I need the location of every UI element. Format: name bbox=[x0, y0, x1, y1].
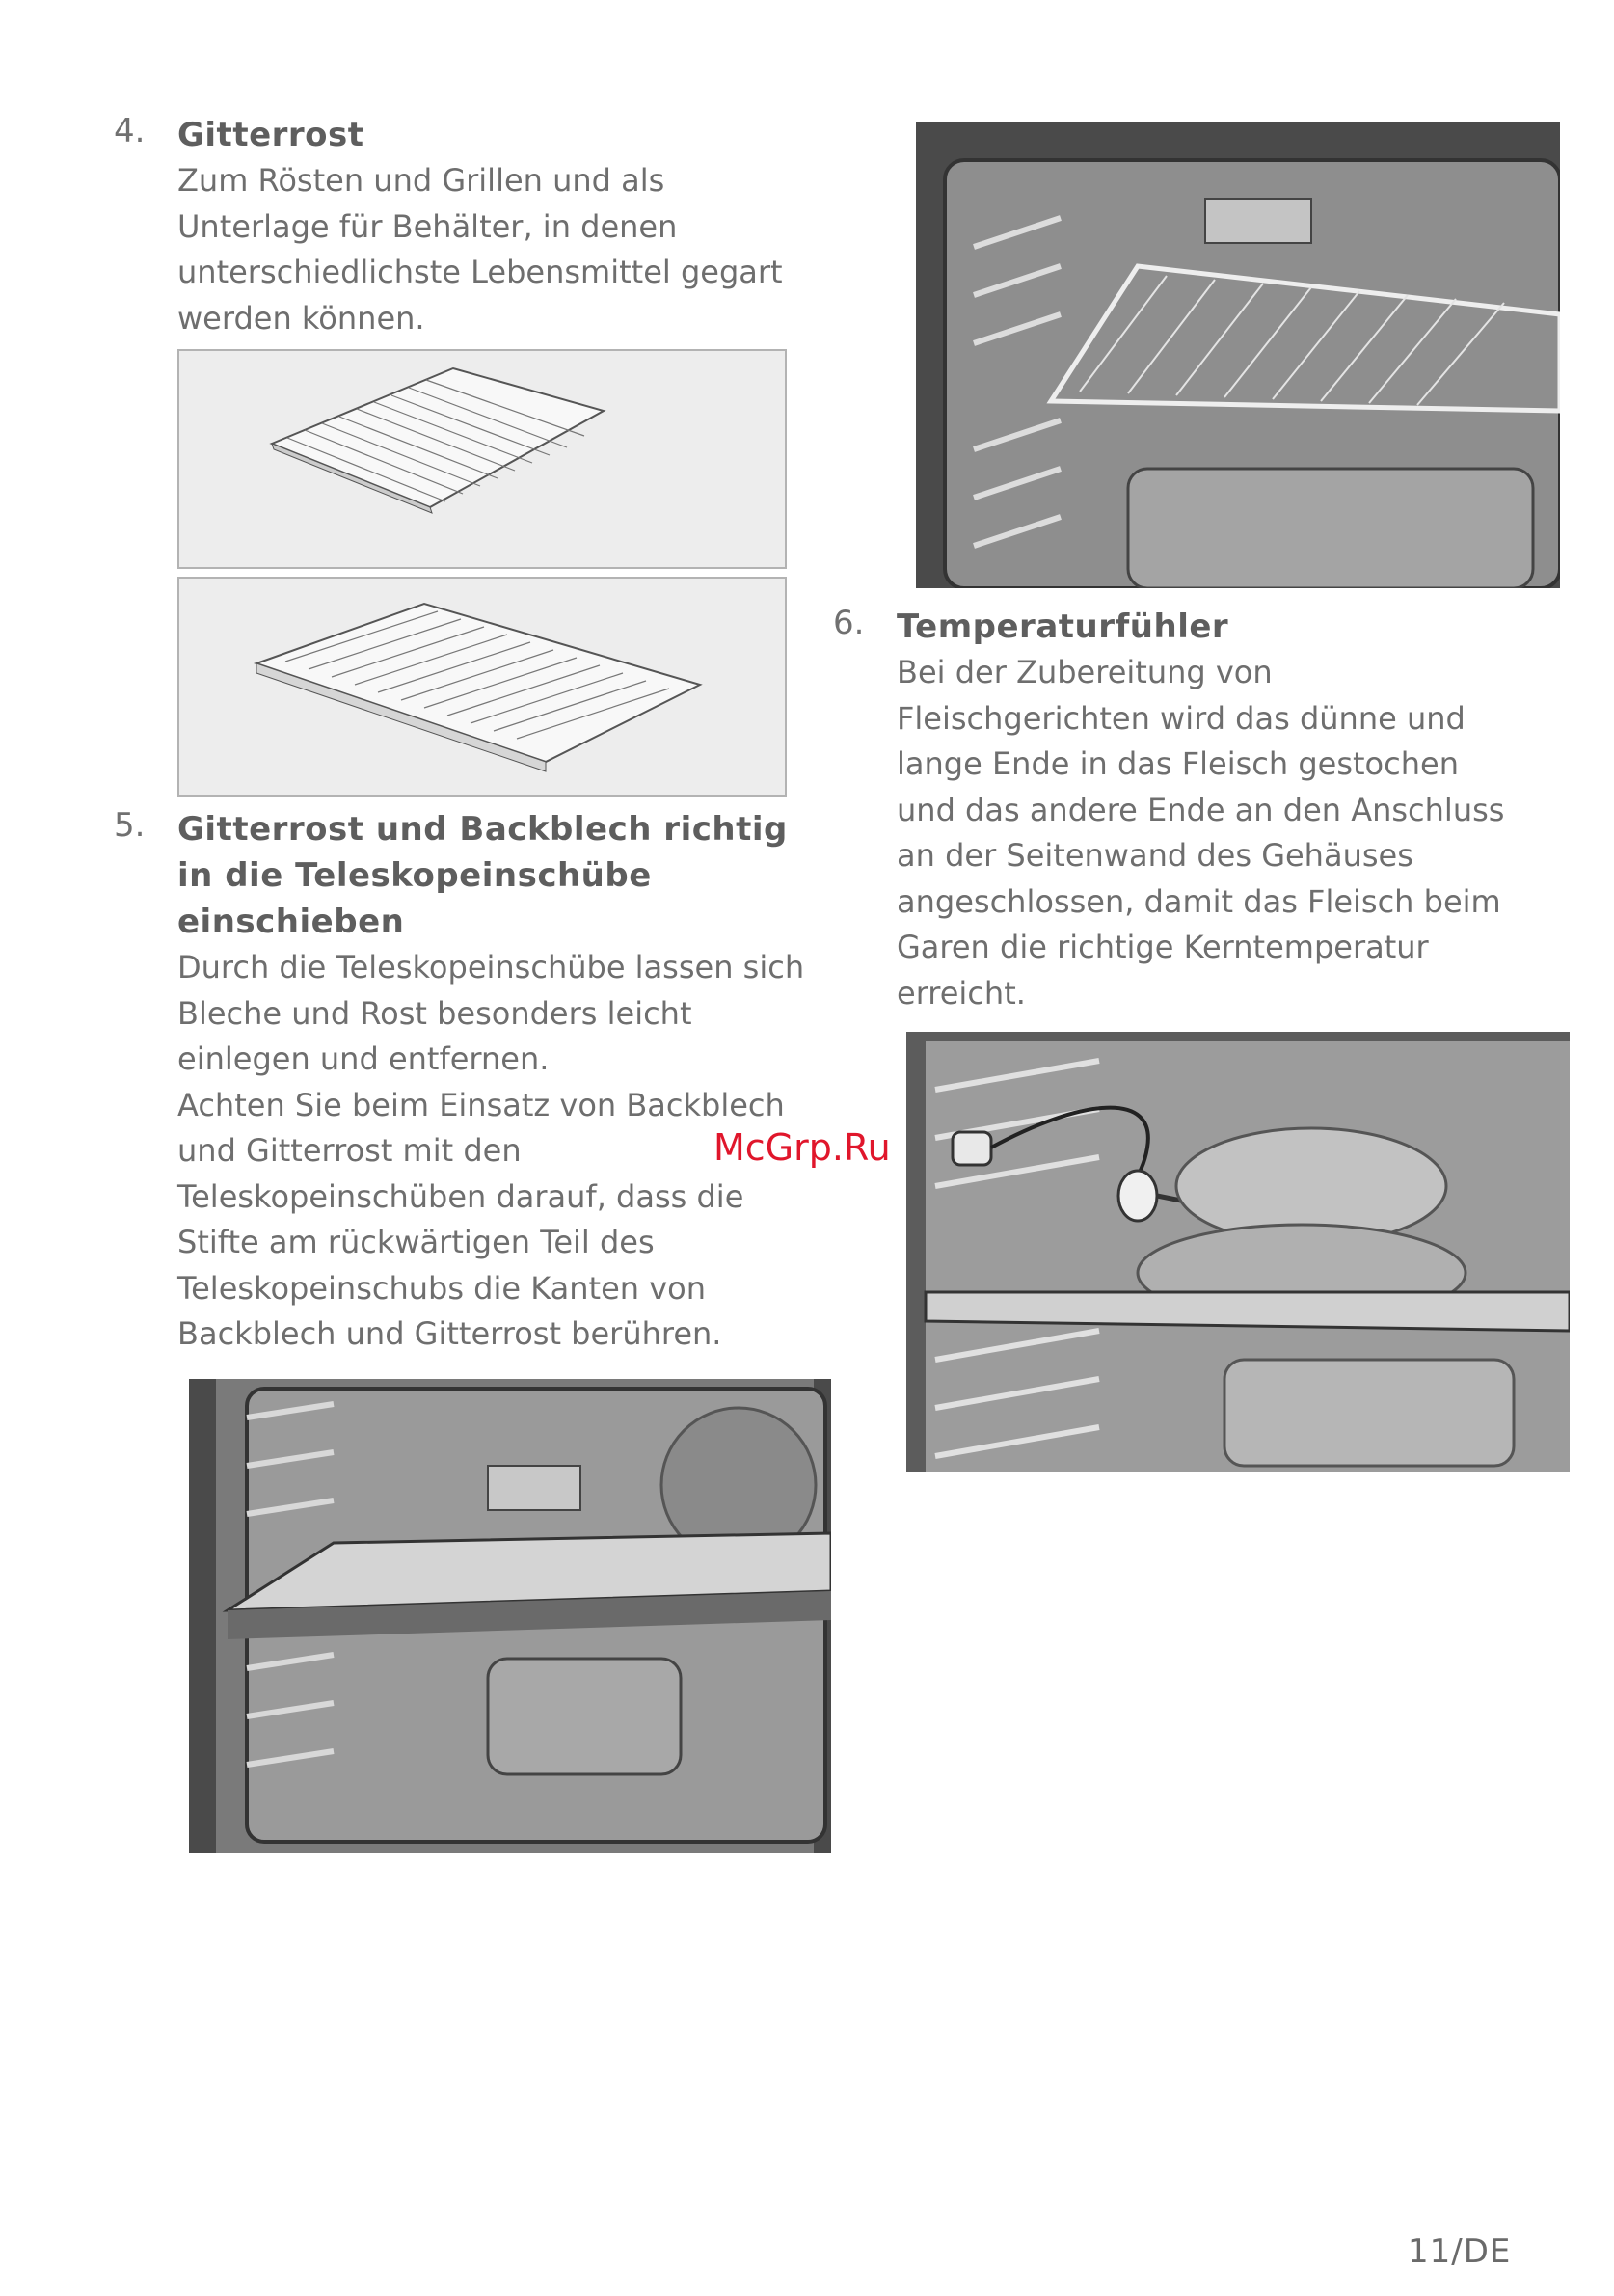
body-line: erreicht. bbox=[897, 974, 1026, 1012]
rack-on-tray-illustration bbox=[177, 577, 787, 797]
section-heading bbox=[177, 806, 827, 945]
body-line: Bleche und Rost besonders leicht bbox=[177, 994, 692, 1032]
body-line: Bei der Zubereitung von bbox=[897, 654, 1273, 690]
section-heading bbox=[177, 112, 808, 158]
body-line: lange Ende in das Fleisch gestochen bbox=[897, 745, 1459, 782]
body-line: einlegen und entfernen. bbox=[177, 1040, 550, 1077]
meat-probe-photo bbox=[906, 1032, 1570, 1472]
body-line: Garen die richtige Kerntemperatur bbox=[897, 929, 1429, 965]
body-line: Stifte am rückwärtigen Teil des bbox=[177, 1224, 655, 1260]
oven-tray-photo bbox=[189, 1379, 831, 1853]
body-line: Durch die Teleskopeinschübe lassen sich bbox=[177, 949, 805, 986]
oven-rack-photo bbox=[916, 122, 1560, 588]
heading-line: in die Teleskopeinschübe bbox=[177, 856, 652, 895]
heading-line: einschieben bbox=[177, 903, 405, 941]
section-6 bbox=[833, 604, 1566, 1016]
section-number: 5. bbox=[114, 806, 146, 845]
body-line: Backblech und Gitterrost berühren. bbox=[177, 1315, 722, 1352]
wire-rack-illustration bbox=[177, 349, 787, 569]
section-heading bbox=[897, 604, 1566, 650]
section-body bbox=[177, 158, 808, 341]
heading-line: Gitterrost bbox=[177, 116, 364, 154]
body-line: Fleischgerichten wird das dünne und bbox=[897, 699, 1466, 737]
section-4 bbox=[114, 112, 808, 341]
body-line: angeschlossen, damit das Fleisch beim bbox=[897, 882, 1501, 920]
body-line: Teleskopeinschüben darauf, dass die bbox=[177, 1177, 744, 1215]
page-number: 11/DE bbox=[1408, 2232, 1512, 2271]
watermark: McGrp.Ru bbox=[713, 1126, 891, 1169]
body-line: und Gitterrost mit den bbox=[177, 1132, 522, 1169]
body-line: werden können. bbox=[177, 299, 425, 337]
section-number: 4. bbox=[114, 112, 146, 150]
body-line: und das andere Ende an den Anschluss bbox=[897, 791, 1505, 828]
body-line: Teleskopeinschubs die Kanten von bbox=[177, 1269, 707, 1307]
body-line: an der Seitenwand des Gehäuses bbox=[897, 837, 1413, 874]
section-5 bbox=[114, 806, 827, 1358]
section-body bbox=[897, 650, 1566, 1016]
section-number: 6. bbox=[833, 604, 865, 642]
body-line: Achten Sie beim Einsatz von Backblech bbox=[177, 1086, 785, 1123]
heading-line: Temperaturfühler bbox=[897, 608, 1229, 646]
body-line: Unterlage für Behälter, in denen bbox=[177, 207, 678, 245]
body-line: unterschiedlichste Lebensmittel gegart bbox=[177, 254, 783, 290]
heading-line: Gitterrost und Backblech richtig bbox=[177, 810, 788, 849]
body-line: Zum Rösten und Grillen und als bbox=[177, 162, 665, 199]
